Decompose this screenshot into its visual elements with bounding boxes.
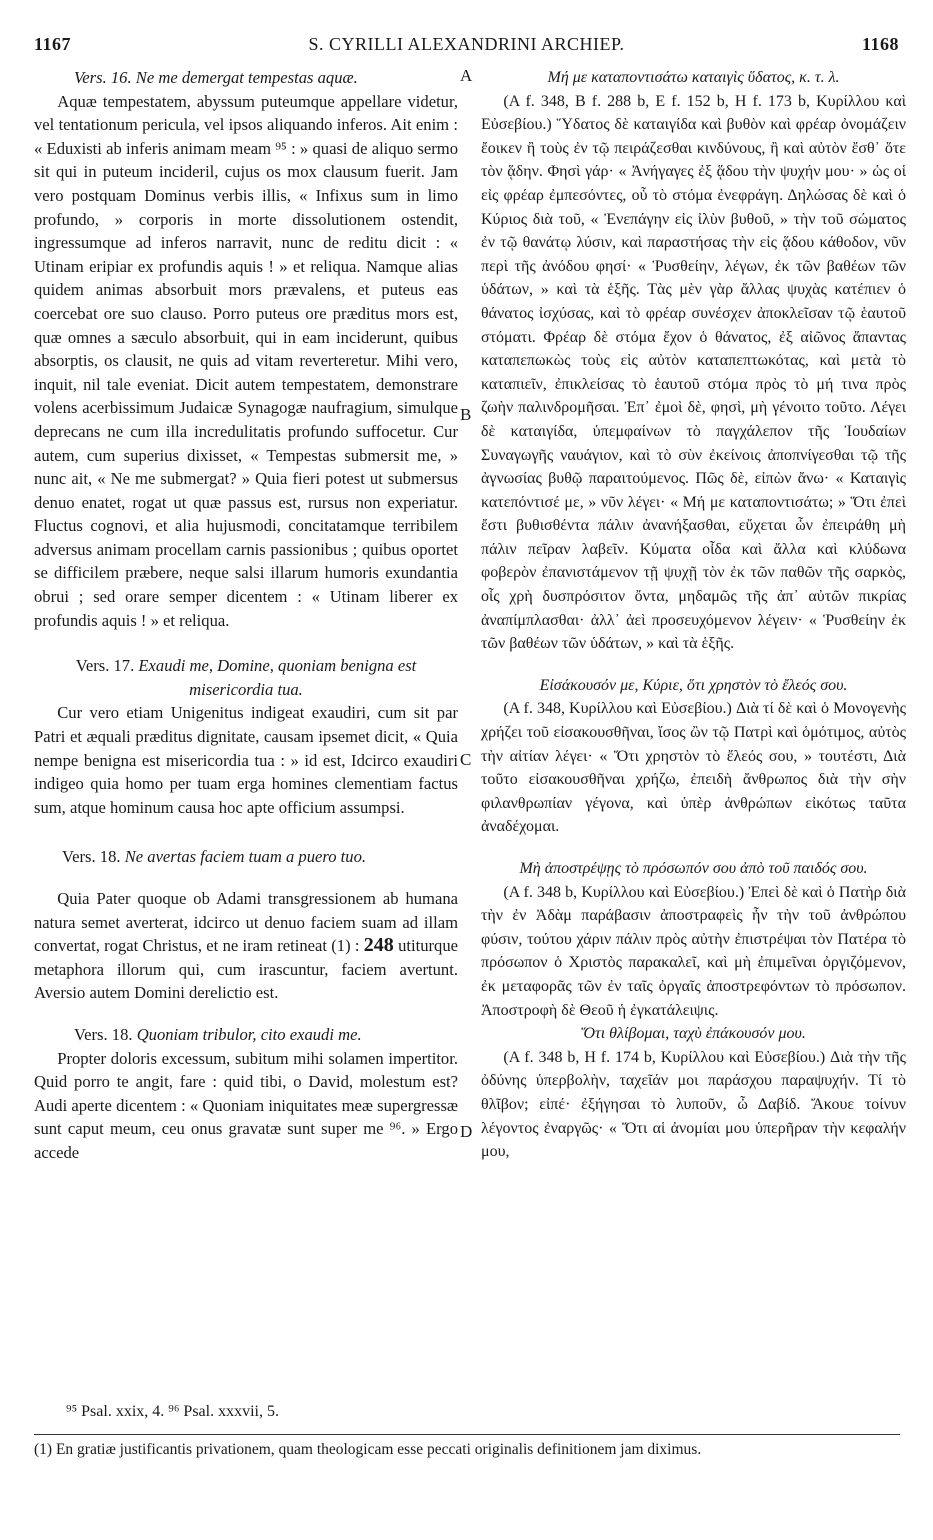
verse-16-text: Aquæ tempestatem, abyssum puteumque appellare videtur, vel tentationum pericula, vel ipsos aliquando inferos. Ait enim : « Eduxisti ab inferis animam meam ⁹⁵ : » quasi de aliquo sermo sit qui in puteum incideril, cujus os mox clausum fuerit. Jam vero postquam Dominus verbis illis, « Infixus sum in limo profundo, » corporis in morte dissolutionem ostendit, ingressumque ad inferos narravit, nunc de reditu dicit : « Utinam eripiar ex profundis aquis ! » et reliqua. Namque alias quidem animas absorbuit mors prævalens, et puteus eas coercebat ore suo clauso. Porro puteus ore præditus mors est, quæ omnes a sæculo absorbuit, qui in eam inciderunt, quibus absorptis, os clausit, ne quis ad vitam reverteretur. Mihi vero, inquit, nil tale eveniat. Dicit autem tempestatem, demonstrare volens acerbissimum Judaicæ Synagogæ naufragium, simulque deprecans ne cum illa incredulitatis profundo suffocetur. Cur autem, cum superius dixisset, « Tempestas submersit me, » nunc ait, « Ne me submergat? » Quia fieri potest ut submersus denuo enatet, rogat ut quæ passus est, rursus non experiatur. Fluctus cognovi, et alia hujusmodi, concitatamque terribilem adversus animam procellam carnis passionibus ; quibus oportet se difficilem præbere, neque salsi illarum humoris exundantia obrui ; sed orare semper dicentem : « Utinam liberer ex profundis aquis ! » et reliqua.	[34, 91, 458, 630]
page-number-right: 1168	[861, 34, 899, 54]
verse-17-text: Cur vero etiam Unigenitus indigeat exaudiri, cum sit par Patri et æquali præditus dignitate, causam ipsemet dicit, « Quia nempe benigna est misericordia tua : » id est, Idcirco exaudiri indigeo quia homo per tuam erga homines clementiam factus sum, atque hominum causa hoc apte officium assumpsi.	[34, 703, 458, 817]
page-header	[34, 34, 899, 60]
verse-16-heading: Vers. 16. Ne me demergat tempestas aquæ.	[74, 68, 358, 87]
greek-17-text: (A f. 348, Κυρίλλου καὶ Εὐσεβίου.) Διὰ τί δὲ καὶ ὁ Μονογενὴς χρήζει τοῦ εἰσακουσθῆναι, ἴσος ὢν τῷ Πατρὶ καὶ ὁμότιμος, αὐτὸς τὴν αἰτίαν λέγει· « Ὅτι χρηστὸν τὸ ἔλεός σου, » τουτέστι, Διὰ τοῦτο εἰσακουσθῆναι χρήζω, ἐπειδὴ ἄνθρωπος διὰ τὴν σὴν φιλανθρωπίαν γέγονα, καὶ ὑπὲρ ἀνθρώπων εἰκότως ταῦτα ἀναδέχομαι.	[481, 700, 906, 836]
running-title: S. CYRILLI ALEXANDRINI ARCHIEP.	[308, 34, 625, 54]
greek-18-heading: Μὴ ἀποστρέψῃς τὸ πρόσωπόν σου ἀπὸ τοῦ παιδός σου.	[519, 860, 868, 877]
margin-marker-c: C	[460, 750, 472, 769]
margin-marker-a: A	[460, 66, 473, 85]
margin-marker-b: B	[460, 405, 472, 424]
greek-16-text: (A f. 348, B f. 288 b, E f. 152 b, H f. 173 b, Κυρίλλου καὶ Εὐσεβίου.) Ὕδατος δὲ καταιγίδα καὶ βυθὸν καὶ φρέαρ ὀνομάζειν ἔοικεν ἢ τοὺς ἐν τῷ πειράζεσθαι κινδύνους, ἢ καὶ αὐτὸν ἔσθ᾿ ὅτε τὸν ᾅδην. Φησὶ γάρ· « Ἀνήγαγες ἐξ ᾅδου τὴν ψυχήν μου· » ὡς οἱ εἰς φρέαρ ἐμπεσόντες, οὗ τὸ στόμα ἐνεφράγη. Δηλώσας δὲ καὶ ὁ Κύριος διὰ τοῦ, « Ἐνεπάγην εἰς ἰλὺν βυθοῦ, » τὴν τοῦ σώματος ἐν τῷ θανάτῳ λύσιν, καὶ παραστήσας τὴν εἰς ᾅδου κάθοδον, νῦν περὶ τῆς ἀνόδου φησί· « Ῥυσθείην, λέγων, ἐκ τῶν βαθέων τῶν ὑδάτων, » καὶ τὰ ἑξῆς. Τὰς μὲν γὰρ ἄλλας ψυχὰς κατέπιεν ὁ θάνατος ἰσχύσας, καὶ τὸ φρέαρ συνέσχεν ἀποκλεῖσαν τῷ ἑαυτοῦ στόματι. Φρέαρ δὲ στόμα ἔχον ὁ θάνατος, ἐξ αἰῶνος ἅπαντας καταπεπωκὼς τοὺς εἰς αὐτὸν καταπεπτωκότας, καὶ μετὰ τὸ καταπιεῖν, ἐπικλείσας τὸ ἑαυτοῦ στόμα πρὸς τὸ μή τινα πρὸς ζωὴν παλινδρομῆσαι. Ἐπ᾿ ἐμοὶ δὲ, φησὶ, μὴ γένοιτο τοῦτο. Λέγει δὲ καταιγίδα, ὑπεμφαίνων τὸ παγχάλεπον τῆς Ἰουδαίων Συναγωγῆς ναυάγιον, καὶ τὸ σὺν ἐκείνοις ἀποπνίγεσθαι τῷ τῆς ἀγνωσίας βυθῷ παραιτούμενος. Πῶς δὲ, εἰπὼν ἄνω· « Καταιγὶς κατεπόντισέ με, » νῦν λέγει· « Μή με καταποντισάτω; » Ὅτι ἐπεὶ ἔστι βυθισθέντα πάλιν ἀνανήξασθαι, εὔχεται ὧν ἐπειράθη μὴ πάλιν πεῖραν λαβεῖν. Κύματα οἶδα καὶ ἄλλα καὶ κλύδωνα φοβερὸν ἐπανιστάμενον τῇ ψυχῇ τὸν ἐκ τῶν παθῶν τῆς σαρκὸς, οἷς χρὴ δυσπρόσιτον ὄντα, μηδαμῶς τῆς ἀπ᾿ αὐτῶν πικρίας ἀναπίμπλασθαι· ἀλλ᾿ ἀεὶ προσευχόμενον λέγειν· « Ῥυσθείην ἐκ τῶν βαθέων τῶν ὑδάτων, » καὶ τὰ ἑξῆς.	[481, 92, 906, 653]
verse-18-text: Quia Pater quoque ob Adami transgressionem ab humana natura semet averterat, idcirco ut denuo faciem suam ad illam convertat, rogat Christus, et ne iram retineat (1) : 248 utiturque metaphora illorum qui, cum irascuntur, faciem avertunt. Aversio autem Domini derelictio est.	[34, 889, 458, 1003]
scripture-references: ⁹⁵ Psal. xxix, 4. ⁹⁶ Psal. xxxvii, 5.	[66, 1403, 279, 1420]
footnote: (1) En gratiæ justificantis privationem, quam theologicam esse peccati originalis definitionem jam diximus.	[34, 1441, 702, 1458]
greek-column	[481, 66, 906, 1164]
latin-column	[34, 66, 458, 1165]
footnote-divider	[34, 1434, 900, 1435]
verse-18b-heading: Vers. 18. Quoniam tribulor, cito exaudi me.	[74, 1024, 362, 1044]
column-number: 248	[363, 934, 394, 957]
margin-marker-d: D	[460, 1122, 473, 1141]
verse-18-heading: Vers. 18. Ne avertas faciem tuam a puero tuo.	[62, 847, 367, 867]
greek-17-heading: Εἰσάκουσόν με, Κύριε, ὅτι χρηστὸν τὸ ἔλεός σου.	[539, 676, 848, 694]
page-number-left: 1167	[34, 34, 72, 54]
greek-16-heading: Μή με καταποντισάτω καταιγὶς ὕδατος, κ. τ. λ.	[547, 69, 840, 86]
greek-18-text: (A f. 348 b, Κυρίλλου καὶ Εὐσεβίου.) Ἐπεὶ δὲ καὶ ὁ Πατὴρ διὰ τὴν ἐν Ἀδὰμ παράβασιν ἀποστραφεὶς ἦν τὴν τοῦ ἀνθρώπου φύσιν, τούτου χάριν πάλιν πρὸς αὐτὴν ἐπιστρέψαι τὸν Πατέρα τὸ πρόσωπον ὁ Χριστὸς παρακαλεῖ, καὶ μὴ ἐπιμεῖναι ὀργιζόμενον, ἐκ μεταφορᾶς τῶν ἐν ταῖς ὀργαῖς ἀποστρεφόντων τὸ πρόσωπον. Ἀποστροφὴ δὲ Θεοῦ ἡ ἐγκατάλειψις.	[481, 883, 906, 1019]
greek-18b-text: (A f. 348 b, H f. 174 b, Κυρίλλου καὶ Εὐσεβίου.) Διὰ τὴν τῆς ὀδύνης ὑπερβολὴν, ταχεῖάν μοι παράσχου παραψυχήν. Τί τὸ θλῖβον; εἰπέ· ἐξήγησαι τὸ λυποῦν, ὦ Δαβίδ. Ἄκουε τοίνυν λέγοντος ἐναργῶς· « Ὅτι αἱ ἀνομίαι μου ὑπερῆραν τὴν κεφαλήν μου,	[481, 1048, 906, 1161]
verse-17-heading: Vers. 17. Exaudi me, Domine, quoniam benigna est misericordia tua.	[75, 656, 417, 699]
verse-18b-text: Propter doloris excessum, subitum mihi solamen impertitor. Quid porro te angit, fare : quid tibi, o David, molestum est? Audi aperte dicentem : « Quoniam iniquitates meæ supergressæ sunt caput meum, ceu onus gravatæ sunt super me ⁹⁶. » Ergo accede	[34, 1048, 458, 1162]
greek-18b-heading: Ὅτι θλίβομαι, ταχὺ ἐπάκουσόν μου.	[581, 1025, 806, 1043]
